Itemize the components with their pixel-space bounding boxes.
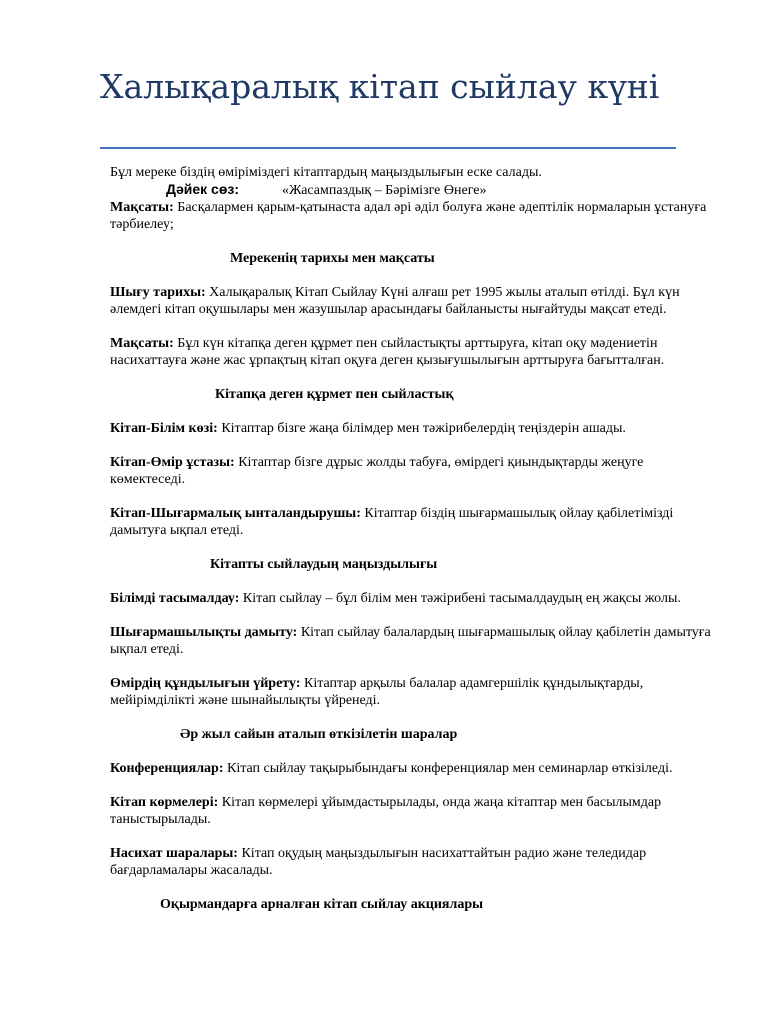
section-heading-campaigns: Оқырмандарға арналған кітап сыйлау акциялары (160, 897, 484, 912)
purpose-label: Мақсаты: (110, 200, 174, 215)
importance-transfer-paragraph (110, 590, 714, 607)
item-label: Кітап-Білім көзі: (110, 421, 218, 436)
quote-line (110, 181, 714, 199)
item-label: Кітап-Өмір ұстазы: (110, 455, 235, 470)
section-heading-respect: Кітапқа деген құрмет пен сыйластық (215, 387, 454, 402)
item-label: Шығу тарихы: (110, 285, 206, 300)
section-heading-importance: Кітапты сыйлаудың маңыздылығы (210, 557, 438, 572)
quote-text: «Жасампаздық – Бәрімізге Өнеге» (282, 183, 487, 198)
item-label: Кітап-Шығармалық ынталандырушы: (110, 506, 361, 521)
quote-label: Дәйек сөз: (166, 181, 240, 197)
history-purpose-paragraph (110, 335, 714, 369)
item-label: Кітап көрмелері: (110, 795, 219, 810)
item-text: Кітап сыйлау тақырыбындағы конференциялар мен семинарлар өткізіледі. (223, 761, 673, 776)
events-exhibitions-paragraph (110, 794, 714, 828)
importance-creativity-paragraph (110, 624, 714, 658)
item-text: Кітаптар арқылы балалар адамгершілік құндылықтарды, мейірімділікті және шынайылықты үйренеді. (110, 676, 644, 708)
item-text: Кітап сыйлау балалардың шығармашылық ойлау қабілетін дамытуға ықпал етеді. (110, 625, 711, 657)
document-body (110, 164, 714, 913)
events-promotion-paragraph (110, 845, 714, 879)
item-text: Кітаптар бізге дұрыс жолды табуға, өмірдегі қиындықтарды жеңуге көмектеседі. (110, 455, 644, 487)
title-underline (100, 147, 676, 149)
item-text: Халықаралық Кітап Сыйлау Күні алғаш рет 1995 жылы аталып өтілді. Бұл күн әлемдегі кітап оқушылары мен жазушылар арасындағы байланысты нығайтуды мақсат етеді. (110, 285, 680, 317)
respect-teacher-paragraph (110, 454, 714, 488)
item-text: Кітап оқудың маңыздылығын насихаттайтын радио және теледидар бағдарламалары жасалады. (110, 846, 647, 878)
document-title: Халықаралық кітап сыйлау күні (100, 67, 660, 106)
item-text: Кітаптар бізге жаңа білімдер мен тәжірибелердің теңіздерін ашады. (217, 421, 626, 436)
section-heading-events: Әр жыл сайын аталып өткізілетін шаралар (180, 727, 458, 742)
respect-creativity-paragraph (110, 505, 714, 539)
item-label: Конференциялар: (110, 761, 224, 776)
history-origin-paragraph (110, 284, 714, 318)
intro-paragraph: Бұл мереке біздің өміріміздегі кітаптардың маңыздылығын еске салады. (110, 165, 542, 180)
section-heading-history: Мерекенің тарихы мен мақсаты (230, 251, 435, 266)
item-text: Бұл күн кітапқа деген құрмет пен сыйластықты арттыруға, кітап оқу мәдениетін насихаттауға және жас ұрпақтың кітап оқуға деген қызығушылығын арттыруға бағытталған. (110, 336, 665, 368)
item-text: Кітап сыйлау – бұл білім мен тәжірибені тасымалдаудың ең жақсы жолы. (239, 591, 681, 606)
item-label: Өмірдің құндылығын үйрету: (110, 676, 301, 691)
purpose-text: Басқалармен қарым-қатынаста адал әрі әділ болуға және әдептілік нормаларын ұстануға тәрбиелеу; (110, 200, 707, 232)
purpose-paragraph (110, 199, 714, 233)
item-text: Кітап көрмелері ұйымдастырылады, онда жаңа кітаптар мен басылымдар таныстырылады. (110, 795, 662, 827)
events-conferences-paragraph (110, 760, 714, 777)
item-label: Мақсаты: (110, 336, 174, 351)
item-label: Шығармашылықты дамыту: (110, 625, 298, 640)
respect-knowledge-paragraph (110, 420, 714, 437)
item-text: Кітаптар біздің шығармашылық ойлау қабілетімізді дамытуға ықпал етеді. (110, 506, 674, 538)
item-label: Білімді тасымалдау: (110, 591, 240, 606)
importance-values-paragraph (110, 675, 714, 709)
item-label: Насихат шаралары: (110, 846, 238, 861)
